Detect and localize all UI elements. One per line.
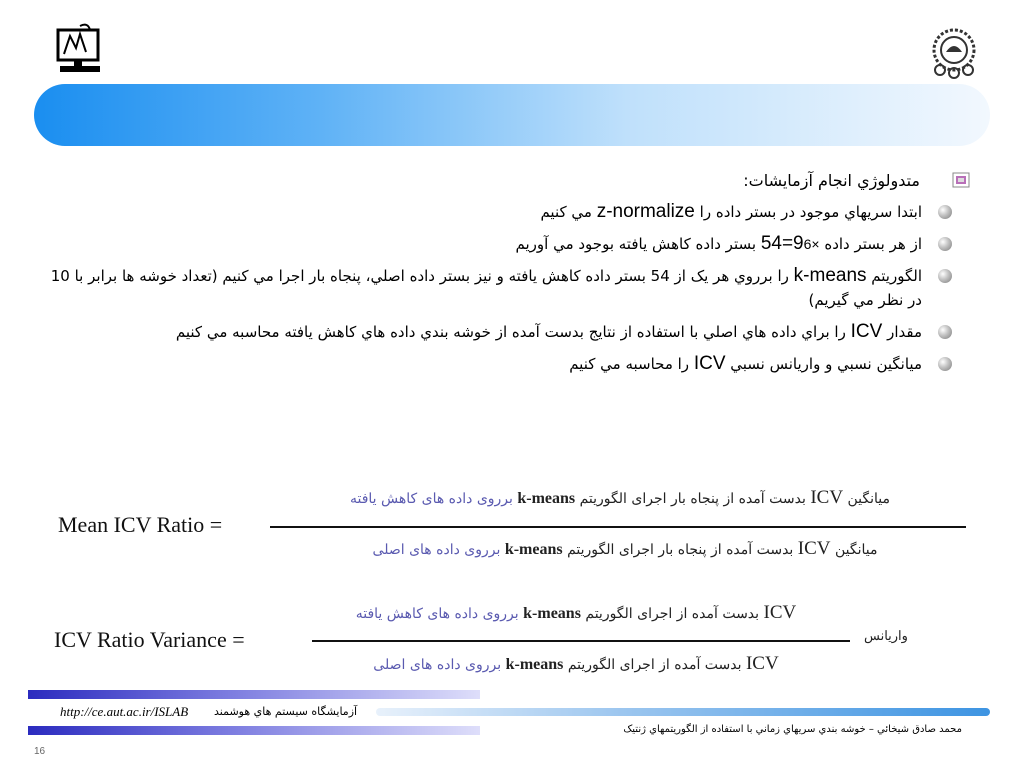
mean-icv-ratio-label: Mean ICV Ratio =: [58, 512, 223, 537]
list-item: ميانگين نسبي و واريانس نسبي ICV را محاسبه مي کنيم: [40, 352, 930, 376]
topic-heading: متدولوژي انجام آزمايشات:: [40, 168, 930, 194]
slide-bullet-icon: [952, 172, 970, 188]
formula1-numerator: ميانگين ICV بدست آمده از پنجاه بار اجراى الگوريتم k-means برروى داده هاى كاهش يافته: [349, 487, 891, 508]
footer-pill: [376, 708, 990, 716]
footer-bar-bottom: [28, 726, 480, 735]
formula1-fraction-line: [270, 526, 966, 528]
list-item: ابتدا سريهاي موجود در بستر داده را z-normalize مي کنيم: [40, 200, 930, 224]
formula2-denominator: ICV بدست آمده از اجراى الگوريتم k-means برروى داده هاى اصلى: [373, 653, 779, 674]
bullet-dot-icon: [938, 237, 952, 251]
icv-ratio-variance-label: ICV Ratio Variance =: [54, 627, 245, 652]
footer-lab-name: آزمايشگاه سيستم هاي هوشمند: [214, 705, 358, 718]
bullet-dot-icon: [938, 205, 952, 219]
formula2-fraction-line: [312, 640, 850, 642]
bullet-dot-icon: [938, 325, 952, 339]
slide-content: [40, 168, 930, 384]
page-number: 16: [34, 746, 46, 757]
header-band: [34, 84, 990, 146]
formula2-numerator: ICV بدست آمده از اجراى الگوريتم k-means برروى داده هاى كاهش يافته: [355, 602, 797, 623]
list-item: مقدار ICV را براي داده هاي اصلي با استفاده از نتايج بدست آمده از خوشه بندي داده هاي کاهش يافته محاسبه مي کنيم: [40, 320, 930, 344]
computer-logo-icon: [50, 22, 106, 78]
footer-bar-top: [28, 690, 480, 699]
bullet-dot-icon: [938, 269, 952, 283]
footer-presentation-title: محمد صادق شيخائي – خوشه بندي سريهاي زماني با استفاده از الگوريتمهاي ژنتيک: [623, 724, 962, 735]
formula1-denominator: ميانگين ICV بدست آمده از پنجاه بار اجراى الگوريتم k-means برروى داده هاى اصلى: [372, 538, 878, 559]
footer-url-link[interactable]: http://ce.aut.ac.ir/ISLAB: [60, 704, 189, 719]
variance-side-label: واريانس: [864, 629, 908, 644]
list-item: الگوريتم k-means را برروي هر يک از 54 بستر داده کاهش يافته و نيز بستر داده اصلي، پنجاه بار اجرا مي کنيم (تعداد خوشه ها برابر با 10 در نظر مي گيريم): [40, 264, 930, 312]
bullet-dot-icon: [938, 357, 952, 371]
university-emblem-icon: [926, 24, 982, 80]
bullet-list: [40, 200, 930, 376]
list-item: از هر بستر داده 54=96× بستر داده کاهش يافته بوجود مي آوريم: [40, 232, 930, 256]
